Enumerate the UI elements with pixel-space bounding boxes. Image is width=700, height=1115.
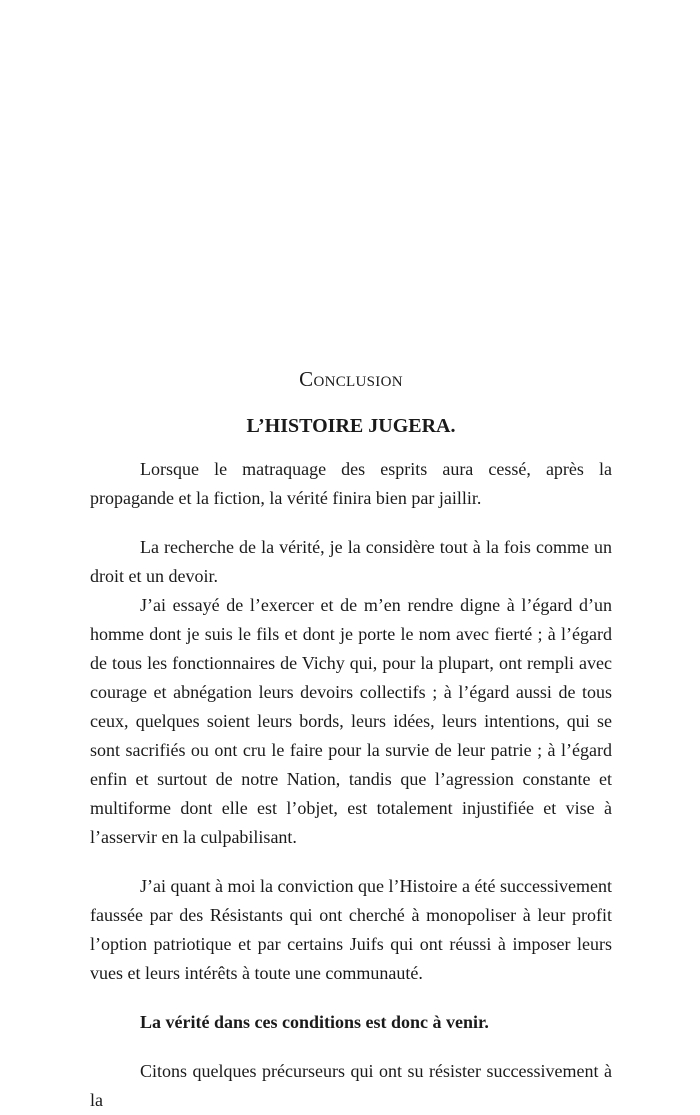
chapter-subtitle: L’HISTOIRE JUGERA. [246, 415, 456, 437]
paragraph-5-bold: La vérité dans ces conditions est donc à venir. [140, 1012, 489, 1032]
paragraph-3: J’ai essayé de l’exercer et de m’en rendre digne à l’égard d’un homme dont je suis le fils et dont je porte le nom avec fierté ; à l’égard de tous les fonctionnaires de Vichy qui, pour la plupart, ont rempli avec courage et abnégation leurs devoirs collectifs ; à l’égard aussi de tous ceux, quelques soient leurs bords, leurs idées, leurs intentions, qui se sont sacrifiés ou ont cru le faire pour la survie de leur patrie ; à l’égard enfin et surtout de notre Nation, tandis que l’agression constante et multiforme dont elle est l’objet, est totalement injustifiée et vise à l’asservir en la culpabilisant. [90, 595, 612, 847]
body-text [90, 455, 612, 1115]
chapter-title: Conclusion [299, 367, 403, 391]
paragraph-6: Citons quelques précurseurs qui ont su résister successivement à la [90, 1061, 612, 1110]
document-page [90, 0, 612, 1110]
paragraph-1: Lorsque le matraquage des esprits aura cessé, après la propagande et la fiction, la vérité finira bien par jaillir. [90, 459, 612, 508]
paragraph-2: La recherche de la vérité, je la considère tout à la fois comme un droit et un devoir. [90, 537, 612, 586]
paragraph-4: J’ai quant à moi la conviction que l’Histoire a été successivement faussée par des Résistants qui ont cherché à monopoliser à leur profit l’option patriotique et par certains Juifs qui ont réussi à imposer leurs vues et leurs intérêts à toute une communauté. [90, 876, 612, 983]
